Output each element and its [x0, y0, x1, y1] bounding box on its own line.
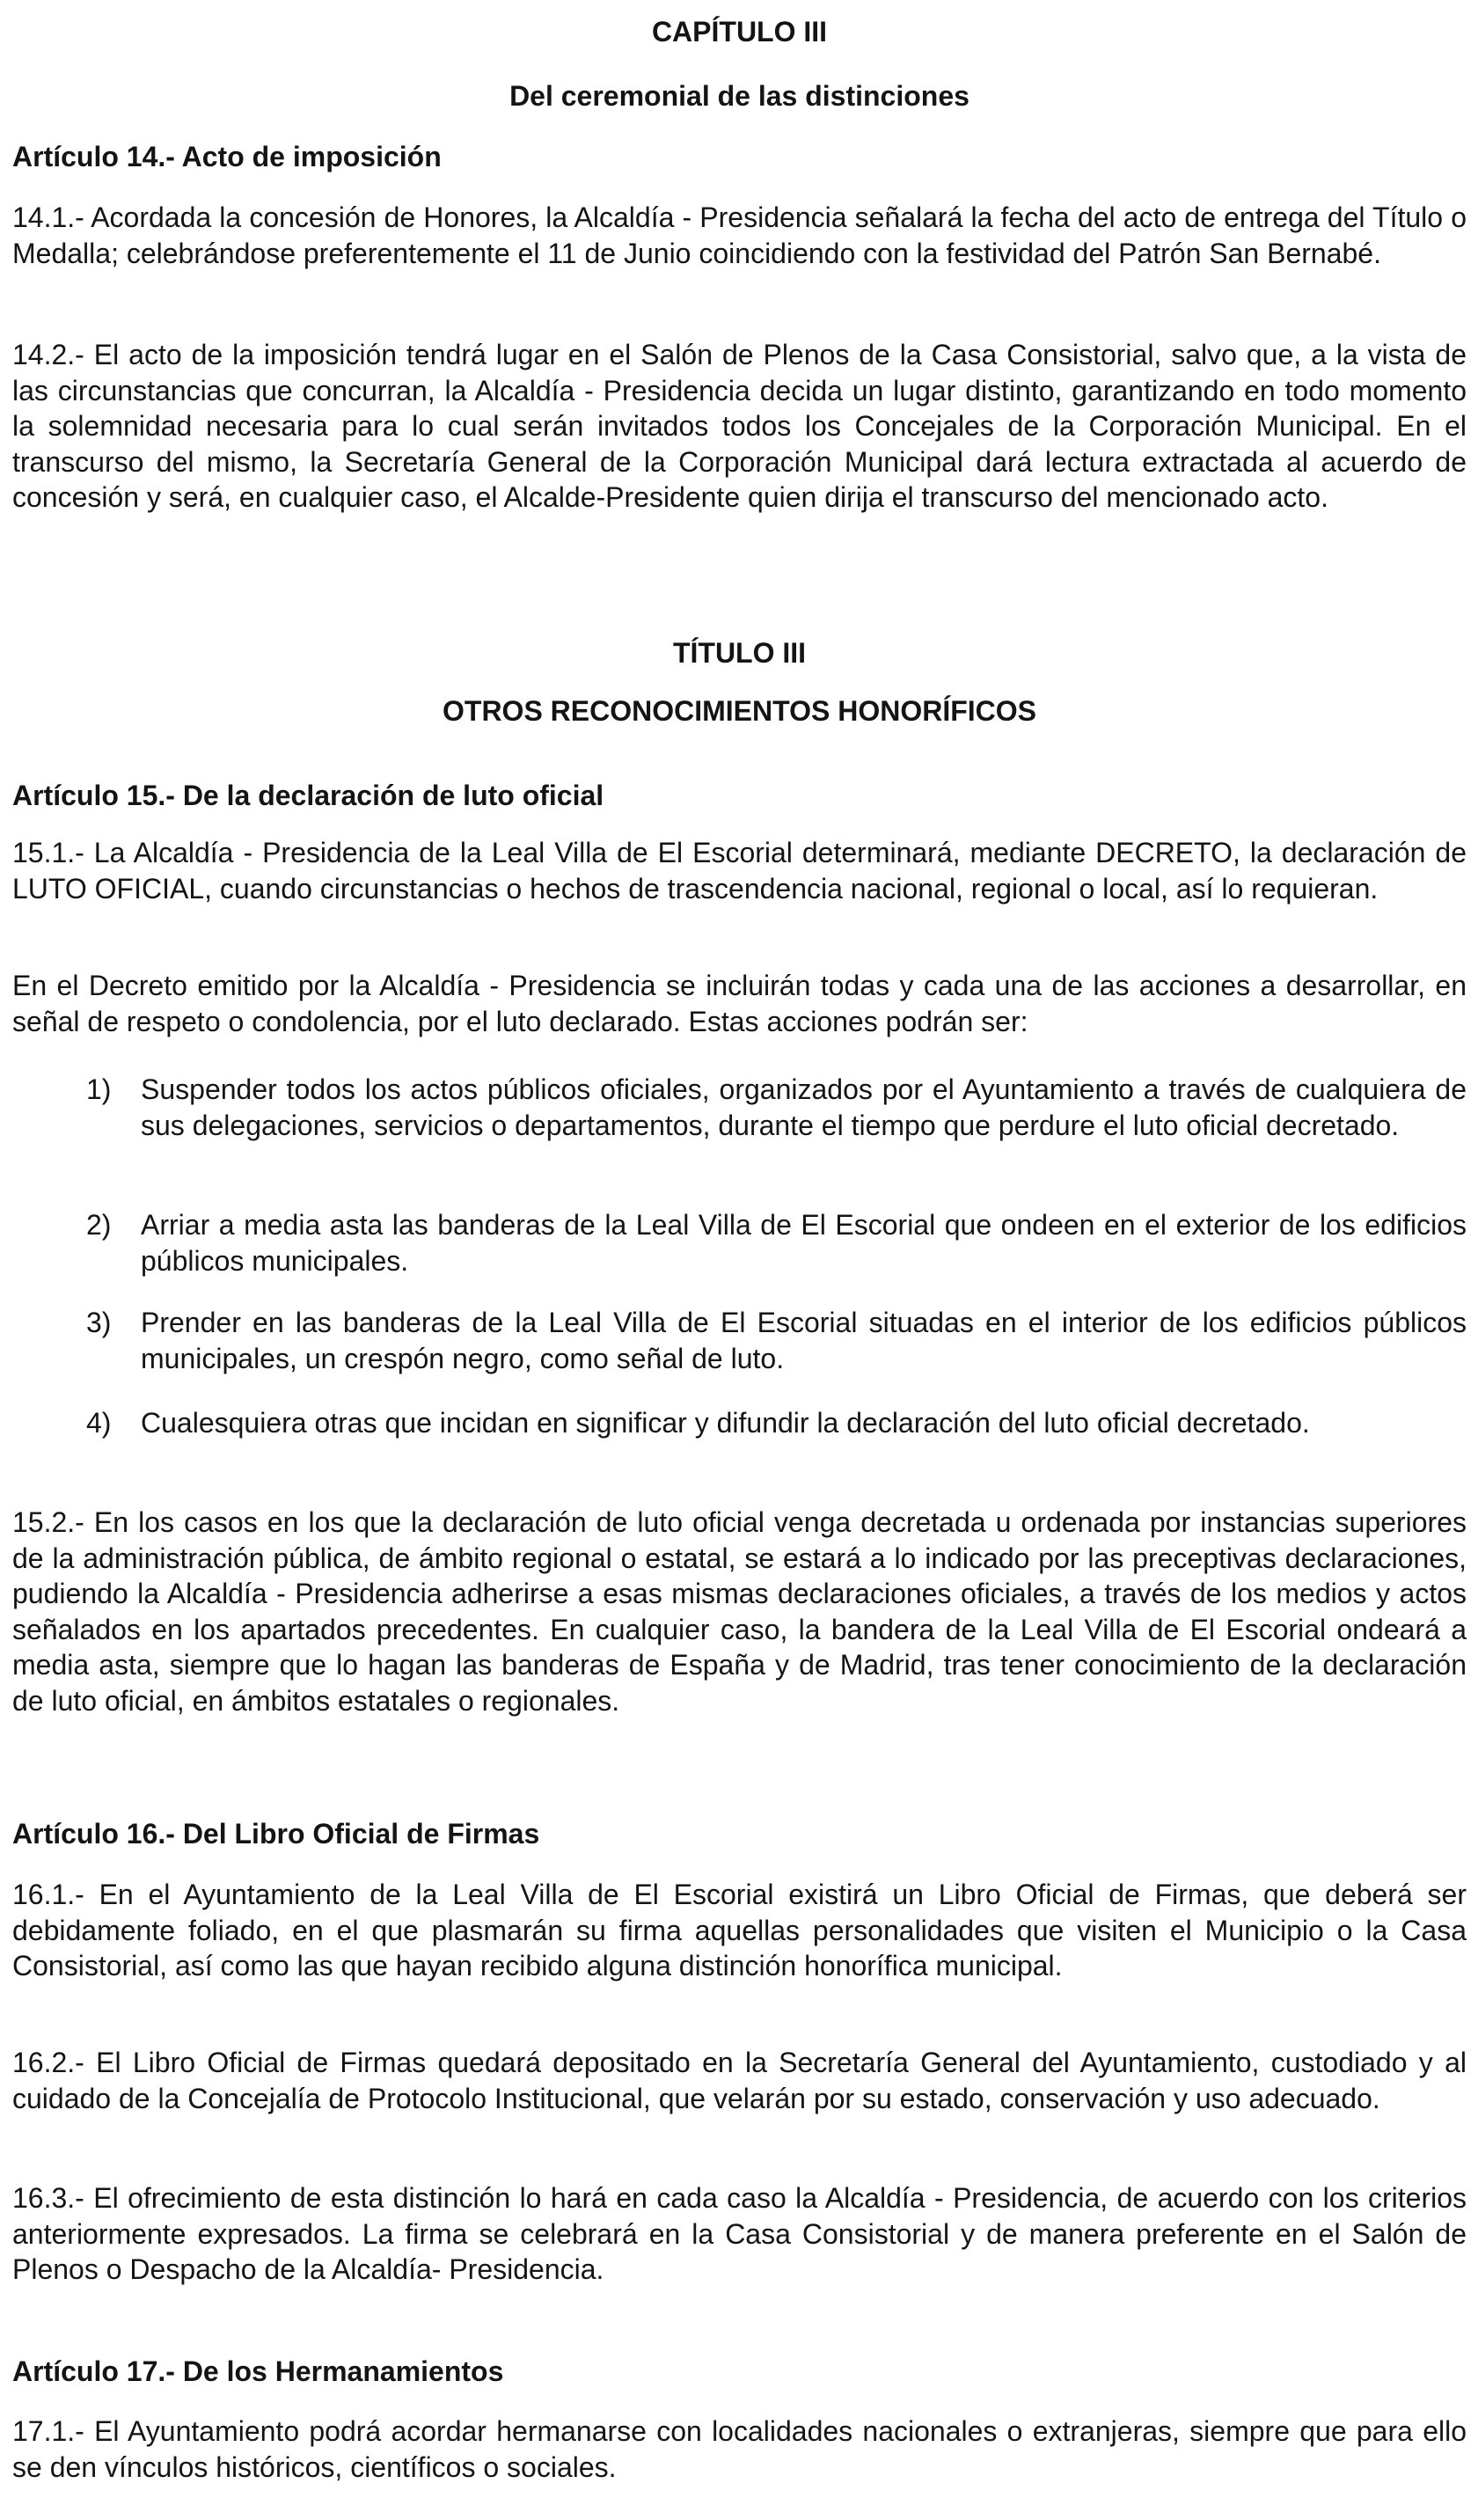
list-item-text: Cualesquiera otras que incidan en significar y difundir la declaración del luto oficial decretado.	[141, 1407, 1310, 1439]
list-item-number: 1)	[86, 1073, 112, 1105]
paragraph-14-2: 14.2.- El acto de la imposición tendrá lugar en el Salón de Plenos de la Casa Consistorial, salvo que, a la vista de las circunstancias que concurran, la Alcaldía - Presidencia decida un lugar distinto, garantizando en todo momento la solemnidad necesaria para lo cual serán invitados todos los Concejales de la Corporación Municipal. En el transcurso del mismo, la Secretaría General de la Corporación Municipal dará lectura extractada al acuerdo de concesión y será, en cualquier caso, el Alcalde-Presidente quien dirija el transcurso del mencionado acto.	[12, 339, 1467, 513]
paragraph-14-1: 14.1.- Acordada la concesión de Honores, la Alcaldía - Presidencia señalará la fecha del acto de entrega del Título o Medalla; celebrándose preferentemente el 11 de Junio coincidiendo con la festividad del Patrón San Bernabé.	[12, 201, 1467, 269]
list-item-text: Prender en las banderas de la Leal Villa de El Escorial situadas en el interior de los edificios públicos municipales, un crespón negro, como señal de luto.	[141, 1307, 1467, 1374]
title-heading: TÍTULO III	[672, 637, 807, 669]
paragraph-17-1: 17.1.- El Ayuntamiento podrá acordar hermanarse con localidades nacionales o extranjeras, siempre que para ello se den vínculos históricos, científicos o sociales.	[12, 2415, 1467, 2483]
paragraph-16-3: 16.3.- El ofrecimiento de esta distinción lo hará en cada caso la Alcaldía - Presidencia, de acuerdo con los criterios anteriormente expresados. La firma se celebrará en la Casa Consistorial y de manera preferente en el Salón de Plenos o Despacho de la Alcaldía- Presidencia.	[12, 2182, 1467, 2285]
paragraph-15-2: 15.2.- En los casos en los que la declaración de luto oficial venga decretada u ordenada por instancias superiores de la administración pública, de ámbito regional o estatal, se estará a lo indicado por las preceptivas declaraciones, pudiendo la Alcaldía - Presidencia adherirse a esas mismas declaraciones oficiales, a través de los medios y actos señalados en los apartados precedentes. En cualquier caso, la bandera de la Leal Villa de El Escorial ondeará a media asta, siempre que lo hagan las banderas de España y de Madrid, tras tener conocimiento de la declaración de luto oficial, en ámbitos estatales o regionales.	[12, 1506, 1467, 1717]
article-14-heading: Artículo 14.- Acto de imposición	[12, 141, 442, 172]
chapter-title: CAPÍTULO III	[651, 16, 828, 48]
article-17-heading: Artículo 17.- De los Hermanamientos	[12, 2355, 504, 2387]
list-item-text: Suspender todos los actos públicos oficiales, organizados por el Ayuntamiento a través de cualquiera de sus delegaciones, servicios o departamentos, durante el tiempo que perdure el luto oficial decretado.	[141, 1073, 1467, 1141]
paragraph-15-1: 15.1.- La Alcaldía - Presidencia de la Leal Villa de El Escorial determinará, mediante DECRETO, la declaración de LUTO OFICIAL, cuando circunstancias o hechos de trascendencia nacional, regional o local, así lo requieran.	[12, 837, 1467, 905]
list-item-number: 3)	[86, 1307, 112, 1338]
paragraph-15-intro: En el Decreto emitido por la Alcaldía - Presidencia se incluirán todas y cada una de las acciones a desarrollar, en señal de respeto o condolencia, por el luto declarado. Estas acciones podrán ser:	[12, 970, 1467, 1037]
paragraph-16-2: 16.2.- El Libro Oficial de Firmas quedará depositado en la Secretaría General del Ayuntamiento, custodiado y al cuidado de la Concejalía de Protocolo Institucional, que velarán por su estado, conservación y uso adecuado.	[12, 2047, 1467, 2114]
article-15-heading: Artículo 15.- De la declaración de luto oficial	[12, 780, 604, 811]
list-item-number: 2)	[86, 1209, 112, 1241]
list-item-number: 4)	[86, 1407, 112, 1439]
paragraph-16-1: 16.1.- En el Ayuntamiento de la Leal Villa de El Escorial existirá un Libro Oficial de Firmas, que deberá ser debidamente foliado, en el que plasmarán su firma aquellas personalidades que visiten el Municipio o la Casa Consistorial, así como las que hayan recibido alguna distinción honorífica municipal.	[12, 1879, 1467, 1982]
chapter-subtitle: Del ceremonial de las distinciones	[509, 80, 969, 112]
list-item-text: Arriar a media asta las banderas de la Leal Villa de El Escorial que ondeen en el exterior de los edificios públicos municipales.	[141, 1209, 1467, 1277]
title-subtitle: OTROS RECONOCIMIENTOS HONORÍFICOS	[443, 695, 1036, 727]
article-16-heading: Artículo 16.- Del Libro Oficial de Firmas	[12, 1818, 540, 1850]
